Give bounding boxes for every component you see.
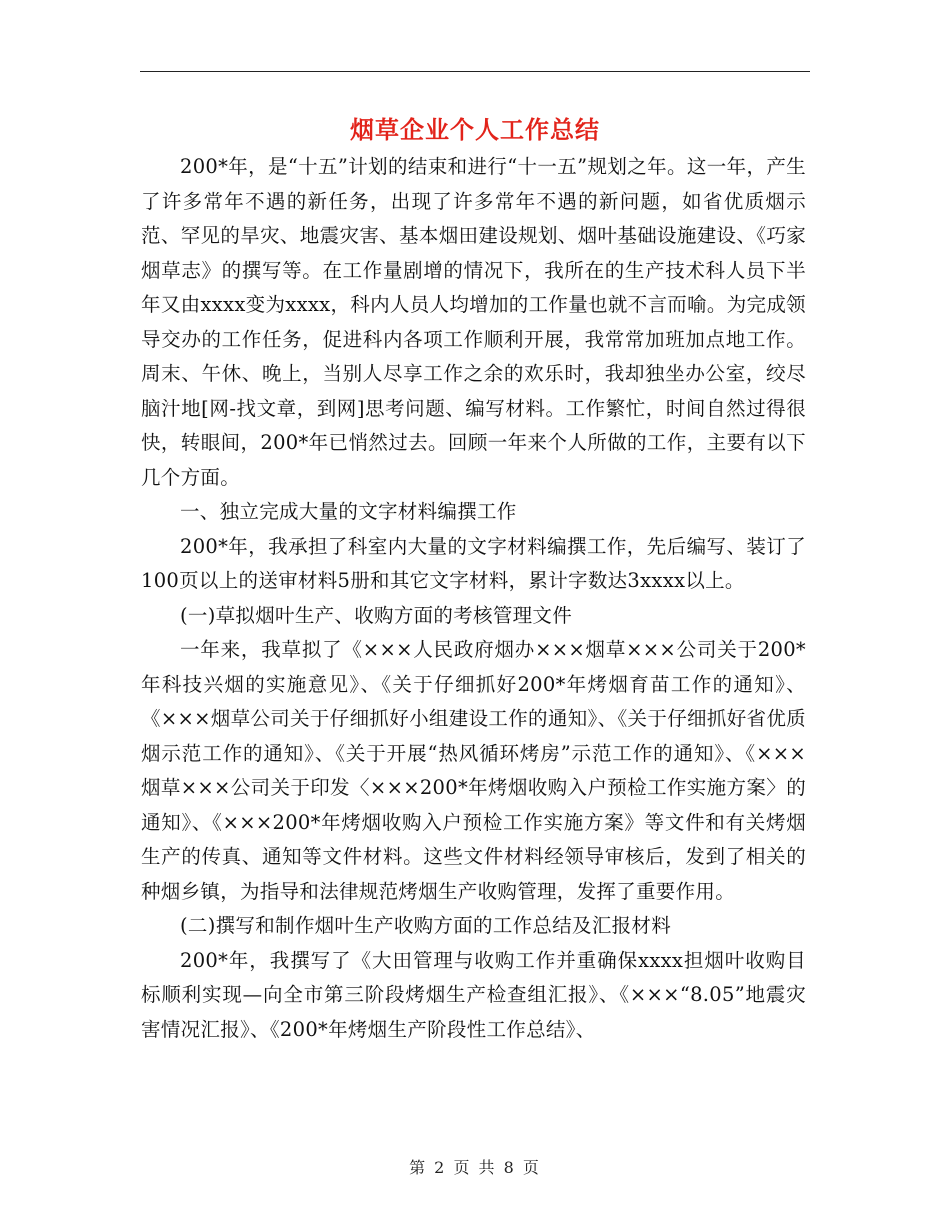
- subsection-heading-1: (一)草拟烟叶生产、收购方面的考核管理文件: [180, 603, 573, 627]
- subsection-heading-2: (二)撰写和制作烟叶生产收购方面的工作总结及汇报材料: [180, 914, 672, 937]
- document-title: 烟草企业个人工作总结: [350, 116, 600, 144]
- paragraph-intro: 200*年，是“十五”计划的结束和进行“十一五”规划之年。这一年，产生了许多常年不遇的新任务，出现了许多常年不遇的新问题，如省优质烟示范、罕见的旱灾、地震灾害、基本烟田建设规划、烟叶基础设施建设、《巧家烟草志》的撰写等。在工作量剧增的情况下，我所在的生产技术科人员下半年又由xxxx变为xxxx，科内人员人均增加的工作量也就不言而喻。为完成领导交办的工作任务，促进科内各项工作顺利开展，我常常加班加点地工作。周末、午休、晚上，当别人尽享工作之余的欢乐时，我却独坐办公室，绞尽脑汁地[网-找文章，到网]思考问题、编写材料。工作繁忙，时间自然过得很快，转眼间，200*年已悄然过去。回顾一年来个人所做的工作，主要有以下几个方面。: [141, 155, 806, 489]
- document-body: [141, 150, 806, 1047]
- section-heading-1: 一、独立完成大量的文字材料编撰工作: [180, 500, 517, 523]
- header-rule: [140, 71, 810, 72]
- paragraph-section-1: 200*年，我承担了科室内大量的文字材料编撰工作，先后编写、装订了100页以上的送审材料5册和其它文字材料，累计字数达3xxxx以上。: [141, 534, 806, 592]
- paragraph-subsection-1: 一年来，我草拟了《×××人民政府烟办×××烟草×××公司关于200*年科技兴烟的实施意见》、《关于仔细抓好200*年烤烟育苗工作的通知》、《×××烟草公司关于仔细抓好小组建设工作的通知》、《关于仔细抓好省优质烟示范工作的通知》、《关于开展“热风循环烤房”示范工作的通知》、《×××烟草×××公司关于印发〈×××200*年烤烟收购入户预检工作实施方案〉的通知》、《×××200*年烤烟收购入户预检工作实施方案》等文件和有关烤烟生产的传真、通知等文件材料。这些文件材料经领导审核后，发到了相关的种烟乡镇，为指导和法律规范烤烟生产收购管理，发挥了重要作用。: [141, 638, 806, 903]
- page-number: 第 2 页 共 8 页: [409, 1158, 541, 1177]
- paragraph-subsection-2: 200*年，我撰写了《大田管理与收购工作并重确保xxxx担烟叶收购目标顺利实现—向全市第三阶段烤烟生产检查组汇报》、《×××“8.05”地震灾害情况汇报》、《200*年烤烟生产阶段性工作总结》、: [141, 948, 806, 1041]
